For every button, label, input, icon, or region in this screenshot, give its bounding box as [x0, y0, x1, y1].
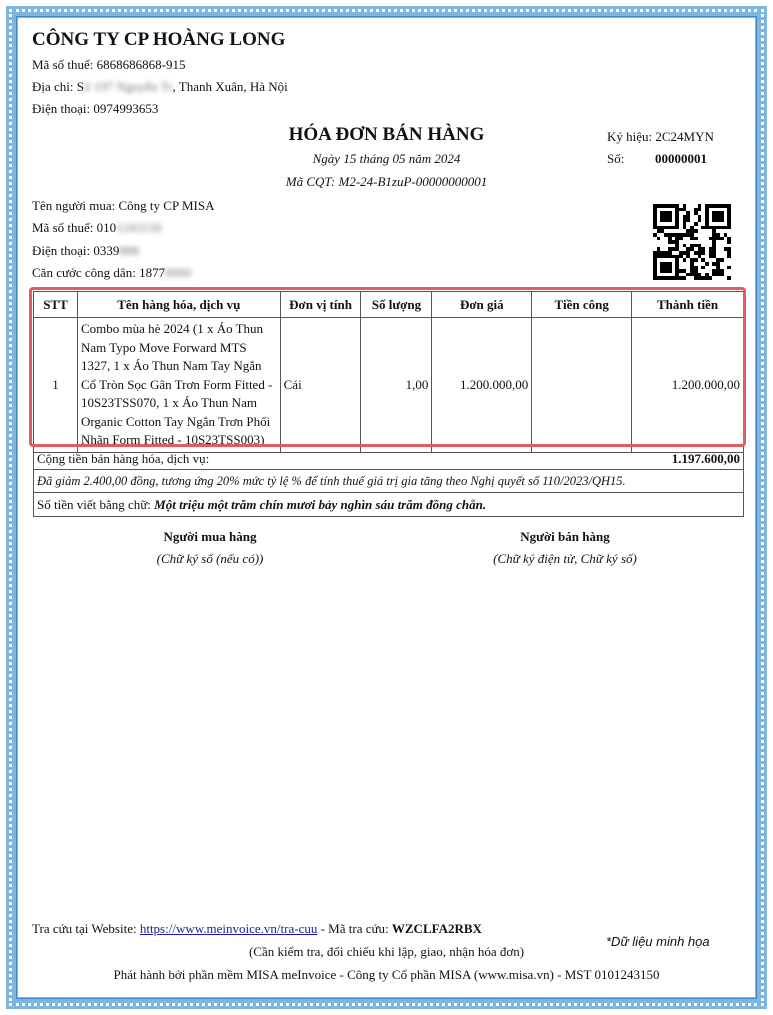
- buyer-phone-redacted: 888: [119, 243, 139, 258]
- summary-total-value: 1.197.600,00: [671, 451, 740, 466]
- invoice-title: HÓA ĐƠN BÁN HÀNG: [288, 124, 485, 145]
- seller-phone-line: [32, 101, 158, 117]
- buyer-tax-redacted: 1243150: [116, 220, 162, 235]
- summary-discount-prefix: Đã giảm: [37, 474, 81, 488]
- invoice-symbol-line: [607, 129, 714, 145]
- buyer-name-line: [32, 198, 214, 214]
- seller-phone: 0974993653: [93, 101, 159, 116]
- invoice-symbol: 2C24MYN: [655, 129, 714, 144]
- buyer-phone-visible: 0339: [93, 243, 120, 258]
- invoice-number-label: Số:: [607, 151, 625, 166]
- invoice-number: 00000001: [655, 151, 707, 166]
- footer-lookup-label: Tra cứu tại Website:: [32, 921, 137, 936]
- row-item-name: Combo mùa hè 2024 (1 x Áo Thun Nam Typo Move Forward MTS 1327, 1 x Áo Thun Nam Tay Ngắn Cổ Tròn Sọc Gân Trơn Form Fitted - 10S23TSS070, 1 x Áo Thun Nam Organic Cotton Tay Ngắn Trơn Phối Nhãn Form Fitted - 10S23TSS003): [77, 318, 280, 453]
- header-labor: Tiền công: [532, 292, 632, 318]
- buyer-name-label: Tên người mua:: [32, 198, 116, 213]
- summary-words-label: Số tiền viết bằng chữ:: [37, 497, 151, 512]
- demo-data-note: *Dữ liệu minh họa: [606, 934, 710, 949]
- footer-lookup-line: [32, 921, 482, 937]
- buyer-signature-title: Người mua hàng: [163, 529, 257, 544]
- buyer-id-redacted: 0000: [165, 265, 192, 280]
- row-unit-price: 1.200.000,00: [432, 318, 532, 453]
- header-item-name: Tên hàng hóa, dịch vụ: [77, 292, 280, 318]
- invoice-date: Ngày 15 tháng 05 năm 2024: [312, 151, 461, 166]
- qr-code-icon: [653, 204, 731, 280]
- invoice-cqt-label: Mã CQT:: [285, 174, 336, 189]
- summary-discount-text: 2.400,00 đồng, tương ứng 20% mức tỷ lệ % để tính thuế giá trị gia tăng theo Nghị quyết số 110/2023/QH15.: [83, 474, 626, 488]
- seller-tax-code: 6868686868-915: [96, 57, 186, 72]
- buyer-id-visible: 1877: [139, 265, 166, 280]
- invoice-symbol-label: Ký hiệu:: [607, 129, 653, 144]
- summary-total-label: Cộng tiền bán hàng hóa, dịch vụ:: [37, 451, 210, 466]
- footer-lookup-link[interactable]: https://www.meinvoice.vn/tra-cuu: [139, 921, 318, 936]
- seller-tax-line: [32, 57, 185, 73]
- header-unit-price: Đơn giá: [432, 292, 532, 318]
- header-stt: STT: [34, 292, 78, 318]
- row-stt: 1: [34, 318, 78, 453]
- summary-discount-row: [33, 470, 744, 493]
- seller-address-label: Địa chỉ:: [32, 79, 74, 94]
- seller-address-redacted: ố 197 Nguyễn Tr: [84, 79, 173, 94]
- row-amount: 1.200.000,00: [632, 318, 744, 453]
- seller-company-name: CÔNG TY CP HOÀNG LONG: [32, 29, 286, 50]
- invoice-cqt-line: [0, 174, 773, 190]
- header-quantity: Số lượng: [361, 292, 432, 318]
- seller-address-end: , Thanh Xuân, Hà Nội: [172, 79, 288, 94]
- seller-signature-note: (Chữ ký điện tử, Chữ ký số): [493, 551, 637, 566]
- row-quantity: 1,00: [361, 318, 432, 453]
- buyer-tax-label: Mã số thuế:: [32, 220, 94, 235]
- buyer-phone-line: [32, 243, 139, 259]
- footer-lookup-code: WZCLFA2RBX: [391, 921, 482, 936]
- summary-words-value: Một triệu một trăm chín mươi bảy nghìn sáu trăm đồng chẵn.: [154, 497, 487, 512]
- buyer-id-label: Căn cước công dân:: [32, 265, 136, 280]
- footer-code-label: - Mã tra cứu:: [320, 921, 389, 936]
- items-highlight-box: [29, 287, 746, 447]
- seller-signature-title: Người bán hàng: [520, 529, 610, 544]
- row-unit: Cái: [280, 318, 361, 453]
- buyer-tax-line: [32, 220, 162, 236]
- seller-phone-label: Điện thoại:: [32, 101, 91, 116]
- summary-words-row: [33, 493, 744, 517]
- summary-total-row: [33, 448, 744, 470]
- footer-publisher: Phát hành bởi phần mềm MISA meInvoice - Công ty Cổ phần MISA (www.misa.vn) - MST 0101243150: [113, 967, 660, 982]
- seller-address-line: [32, 79, 288, 95]
- buyer-id-line: [32, 265, 191, 281]
- buyer-name: Công ty CP MISA: [118, 198, 215, 213]
- buyer-signature-note: (Chữ ký số (nếu có)): [156, 551, 264, 566]
- buyer-tax-visible: 010: [96, 220, 117, 235]
- invoice-cqt-code: M2-24-B1zuP-00000000001: [338, 174, 488, 189]
- header-unit: Đơn vị tính: [280, 292, 361, 318]
- header-amount: Thành tiền: [632, 292, 744, 318]
- seller-tax-label: Mã số thuế:: [32, 57, 94, 72]
- buyer-phone-label: Điện thoại:: [32, 243, 91, 258]
- footer-check-note: (Cần kiểm tra, đối chiếu khi lập, giao, nhận hóa đơn): [248, 944, 525, 959]
- seller-address-start: S: [76, 79, 84, 94]
